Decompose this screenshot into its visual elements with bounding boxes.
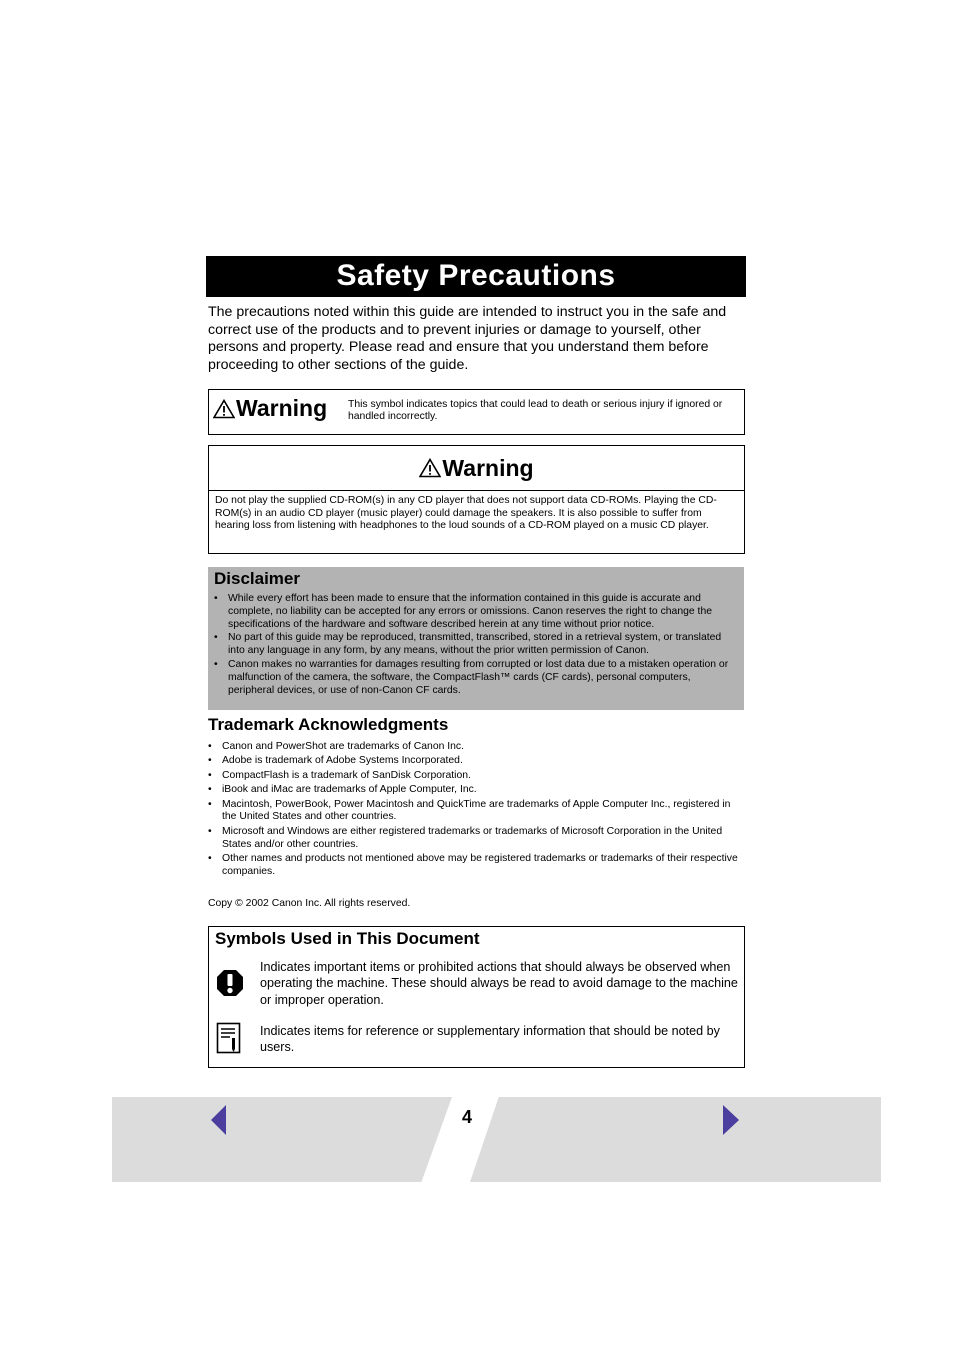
symbols-section	[208, 926, 745, 1068]
list-item: • Microsoft and Windows are either registered trademarks or trademarks of Microsoft Corporation in the United States and/or other countries.	[208, 826, 738, 852]
page-number: 4	[461, 1107, 472, 1127]
page-title: Safety Precautions	[206, 256, 746, 297]
symbols-title: Symbols Used in This Document	[215, 929, 480, 948]
list-item: • While every effort has been made to ensure that the information contained in this guide is accurate and complete, no liability can be accepted for any errors or omissions. Canon reserves the right to change the specifications of the hardware and software described herein at any time without prior notice.	[214, 593, 738, 631]
previous-page-arrow-icon[interactable]	[211, 1105, 227, 1135]
list-item: • Canon and PowerShot are trademarks of Canon Inc.	[208, 741, 738, 754]
disclaimer-list	[214, 593, 738, 697]
list-item: • CompactFlash is a trademark of SanDisk Corporation.	[208, 770, 738, 783]
note-memo-icon	[216, 1022, 242, 1054]
caution-description: Indicates important items or prohibited actions that should always be observed when operating the machine. These should always be read to avoid damage to the machine or improper operation.	[260, 960, 738, 1007]
warning-triangle-icon	[213, 399, 235, 419]
warning-legend-box	[208, 389, 745, 435]
copyright-text: Copy © 2002 Canon Inc. All rights reserved.	[208, 898, 411, 909]
cdrom-warning-box	[208, 445, 745, 554]
footer-right-panel	[470, 1097, 881, 1182]
list-item: • iBook and iMac are trademarks of Apple Computer, Inc.	[208, 784, 738, 797]
warning-legend-text: Warning	[236, 395, 328, 421]
trademark-list	[208, 741, 738, 880]
list-item: • Adobe is trademark of Adobe Systems Incorporated.	[208, 755, 738, 768]
warning-legend-label	[213, 395, 327, 422]
list-item: • Other names and products not mentioned above may be registered trademarks or trademarks of their respective companies.	[208, 853, 738, 879]
caution-exclamation-icon	[216, 969, 244, 997]
trademark-title: Trademark Acknowledgments	[208, 715, 449, 734]
intro-paragraph: The precautions noted within this guide are intended to instruct you in the safe and correct use of the products and to prevent injuries or damage to yourself, other persons and property. Please read and ensure that you understand them before proceeding to other sections of the guide.	[208, 304, 727, 373]
warning-triangle-icon	[419, 458, 441, 478]
next-page-arrow-icon[interactable]	[722, 1105, 740, 1135]
warning-legend-description: This symbol indicates topics that could lead to death or serious injury if ignored or handled incorrectly.	[348, 399, 723, 423]
note-description: Indicates items for reference or supplementary information that should be noted by users.	[260, 1024, 720, 1055]
warning-box-heading	[209, 446, 744, 491]
warning-box-heading-text: Warning	[442, 454, 534, 481]
footer-left-panel	[112, 1097, 452, 1182]
list-item: • Macintosh, PowerBook, Power Macintosh and QuickTime are trademarks of Apple Computer Inc., registered in the United States and other countries.	[208, 799, 738, 825]
list-item: • Canon makes no warranties for damages resulting from corrupted or lost data due to a mistaken operation or malfunction of the camera, the software, the CompactFlash™ cards (CF cards), personal computers, peripheral devices, or use of non-Canon CF cards.	[214, 659, 738, 697]
list-item: • No part of this guide may be reproduced, transmitted, transcribed, stored in a retrieval system, or translated into any language in any form, by any means, without the prior written permission of Canon.	[214, 632, 738, 658]
warning-box-body: Do not play the supplied CD-ROM(s) in any CD player that does not support data CD-ROMs. Playing the CD-ROM(s) in an audio CD player (music player) could damage the speakers. It is also possible to suffer from hearing loss from listening with headphones to the loud sounds of a CD-ROM played on a music CD player.	[215, 495, 717, 532]
disclaimer-section	[208, 567, 744, 710]
disclaimer-title: Disclaimer	[214, 569, 300, 588]
